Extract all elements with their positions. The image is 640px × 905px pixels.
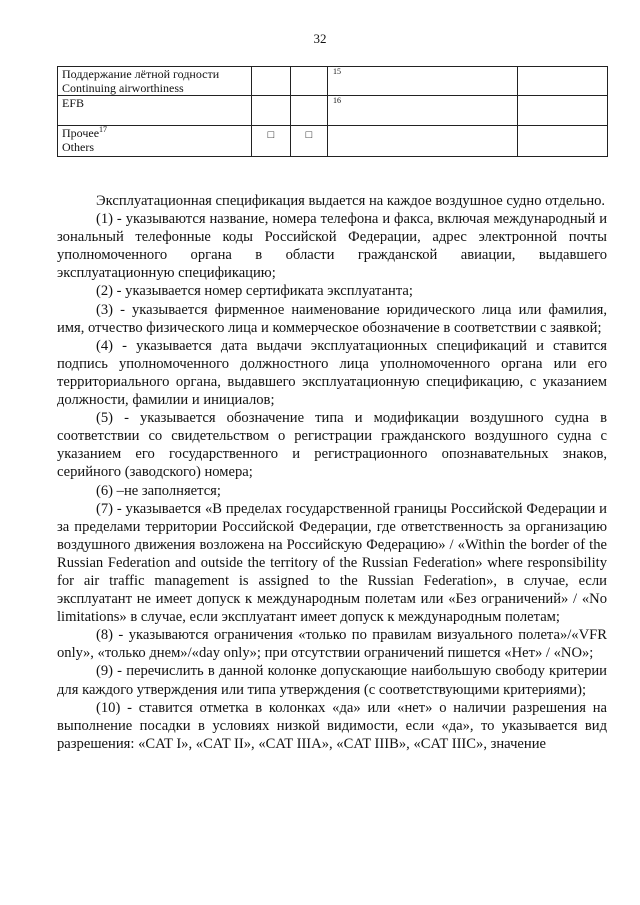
- specification-table: [57, 66, 608, 157]
- remarks-cell: [518, 126, 608, 157]
- paragraph-intro: Эксплуатационная спецификация выдается на каждое воздушное судно отдельно.: [96, 193, 606, 209]
- row-label-cell: [58, 96, 252, 126]
- footnote-sup: 17: [99, 125, 108, 134]
- footnote-ref: 16: [333, 96, 341, 105]
- paragraph-7: (7) - указывается «В пределах государственной границы Российской Федерации и за пределами территории Российской Федерации, где ответственность за организацию воздушного движения возложена на Российскую Федерацию» / «Within the border of the Russian Federation and outside the territory of the Russian Federation» where responsibility for air traffic management is assigned to the Russian Federation», в случае, если эксплуатант не имеет допуск к международным полетам или «Без ограничений» / «No limitations» в случае, если эксплуатант имеет допуск к международным полетам;: [57, 500, 607, 626]
- table-row: [58, 67, 608, 96]
- checkbox-yes[interactable]: □: [267, 129, 275, 141]
- table-row: [58, 126, 608, 157]
- paragraph-10: (10) - ставится отметка в колонках «да» или «нет» о наличии разрешения на выполнение посадки в условиях низкой видимости, если «да», то указывается вид разрешения: «CAT I», «CAT II», «CAT IIIA», «CAT IIIB», «CAT IIIC», значение: [57, 699, 607, 752]
- yes-cell: [252, 96, 291, 126]
- remarks-cell: [518, 67, 608, 96]
- row-label-en: Others: [62, 140, 94, 154]
- row-label-ru: Прочее: [62, 126, 100, 140]
- paragraph-3: (3) - указывается фирменное наименование юридического лица или фамилия, имя, отчество физического лица и коммерческое обозначение в соответствии с заявкой;: [57, 301, 607, 336]
- footnote-ref: 15: [333, 67, 341, 76]
- row-label-cell: [58, 126, 252, 157]
- row-label-en: Continuing airworthiness: [62, 81, 184, 95]
- paragraph-6: (6) –не заполняется;: [96, 482, 221, 499]
- remarks-cell: [518, 96, 608, 126]
- table-row: [58, 96, 608, 126]
- page-number: 32: [313, 31, 327, 46]
- paragraph-2: (2) - указывается номер сертификата эксплуатанта;: [96, 283, 413, 300]
- row-label-cell: [58, 67, 252, 96]
- paragraph-9: (9) - перечислить в данной колонке допускающие наибольшую свободу критерии для каждого утверждения или типа утверждения (с соответствующими критериями);: [57, 663, 607, 698]
- no-cell: [291, 67, 328, 96]
- yes-cell: [252, 67, 291, 96]
- yes-cell: [252, 126, 291, 157]
- no-cell: [291, 126, 328, 157]
- row-label-ru: EFB: [62, 96, 85, 110]
- paragraph-8: (8) - указываются ограничения «только по правилам визуального полета»/«VFR only», «только днем»/«day only»; при отсутствии ограничений пишется «Нет» / «NO»;: [57, 627, 607, 662]
- note-cell: [328, 126, 518, 157]
- row-label-ru: Поддержание лётной годности: [62, 67, 220, 81]
- no-cell: [291, 96, 328, 126]
- body-text: [57, 192, 607, 753]
- note-cell: [328, 96, 518, 126]
- note-cell: [328, 67, 518, 96]
- paragraph-5: (5) - указывается обозначение типа и модификации воздушного судна в соответствии со свидетельством о регистрации гражданского воздушного судна с указанием его государственного и регистрационного опознавательных знаков, серийного (заводского) номера;: [57, 410, 607, 481]
- checkbox-no[interactable]: □: [305, 129, 313, 141]
- paragraph-4: (4) - указывается дата выдачи эксплуатационных спецификаций и ставится подпись уполномоченного должностного лица уполномоченного органа или его территориального органа, выдавшего эксплуатационную спецификацию, с указанием должности, фамилии и инициалов;: [57, 337, 607, 409]
- paragraph-1: (1) - указываются название, номера телефона и факса, включая международный и зональный телефонные коды Российской Федерации, адрес электронной почты уполномоченного органа в области гражданской авиации, выдавшего эксплуатационную спецификацию;: [57, 211, 607, 282]
